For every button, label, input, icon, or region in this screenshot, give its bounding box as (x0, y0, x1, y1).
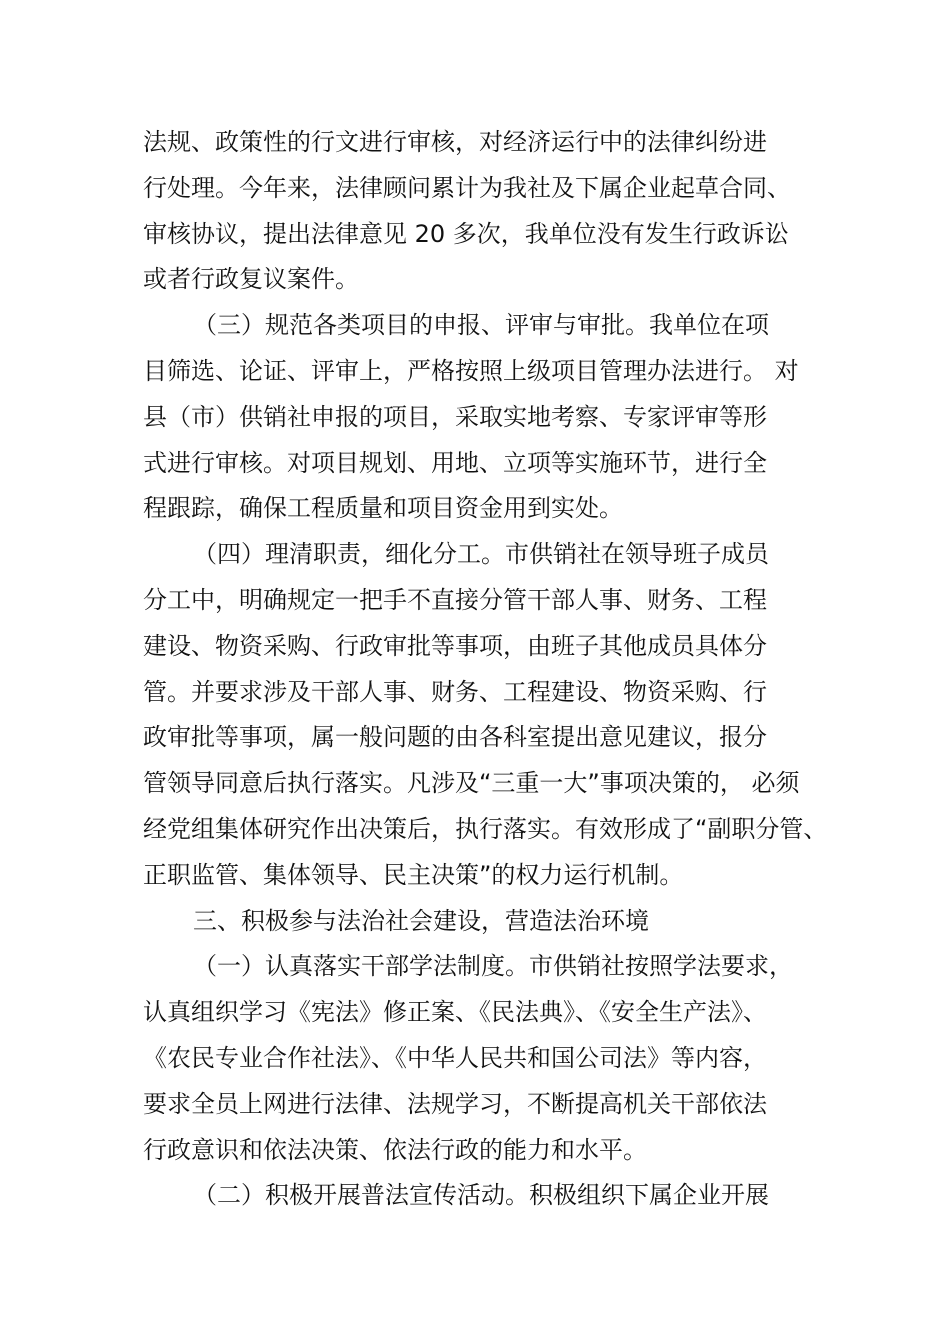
text-line: 《农民专业合作社法》、《中华人民共和国公司法》等内容， (143, 1043, 767, 1072)
text-line: （四）理清职责，细化分工。市供销社在领导班子成员 (193, 540, 769, 569)
text-line: 管。并要求涉及干部人事、财务、工程建设、物资采购、行 (143, 677, 767, 706)
text-line: （一）认真落实干部学法制度。市供销社按照学法要求， (193, 952, 793, 981)
text-line: （三）规范各类项目的申报、评审与审批。我单位在项 (193, 311, 769, 340)
text-line: 政审批等事项，属一般问题的由各科室提出意见建议，报分 (143, 723, 767, 752)
text-line: 经党组集体研究作出决策后，执行落实。有效形成了“副职分管、 (143, 814, 828, 843)
text-line: 要求全员上网进行法律、法规学习，不断提高机关干部依法 (143, 1089, 767, 1118)
text-line: 式进行审核。对项目规划、用地、立项等实施环节，进行全 (143, 448, 767, 477)
text-line: 法规、政策性的行文进行审核，对经济运行中的法律纠纷进 (143, 128, 767, 156)
text-line: 行处理。今年来，法律顾问累计为我社及下属企业起草合同、 (143, 173, 791, 202)
text-line: 管领导同意后执行落实。凡涉及“三重一大”事项决策的， 必须 (143, 769, 800, 798)
text-line: 行政意识和依法决策、依法行政的能力和水平。 (143, 1135, 647, 1164)
text-line: （二）积极开展普法宣传活动。积极组织下属企业开展 (193, 1181, 769, 1210)
text-line: 程跟踪，确保工程质量和项目资金用到实处。 (143, 494, 623, 523)
text-line: 分工中，明确规定一把手不直接分管干部人事、财务、工程 (143, 585, 767, 614)
text-line: 认真组织学习《宪法》修正案、《民法典》、《安全生产法》、 (143, 998, 767, 1027)
text-line: 建设、物资采购、行政审批等事项，由班子其他成员具体分 (143, 631, 767, 660)
text-line: 县（市）供销社申报的项目，采取实地考察、专家评审等形 (143, 402, 767, 431)
text-line: 或者行政复议案件。 (143, 265, 359, 294)
text-line: 目筛选、论证、评审上，严格按照上级项目管理办法进行。 对 (143, 356, 799, 385)
text-line: 审核协议，提出法律意见 20 多次，我单位没有发生行政诉讼 (143, 219, 789, 248)
document-body (143, 120, 828, 1219)
text-line: 三、积极参与法治社会建设，营造法治环境 (193, 906, 649, 935)
text-line: 正职监管、集体领导、民主决策”的权力运行机制。 (143, 860, 684, 889)
